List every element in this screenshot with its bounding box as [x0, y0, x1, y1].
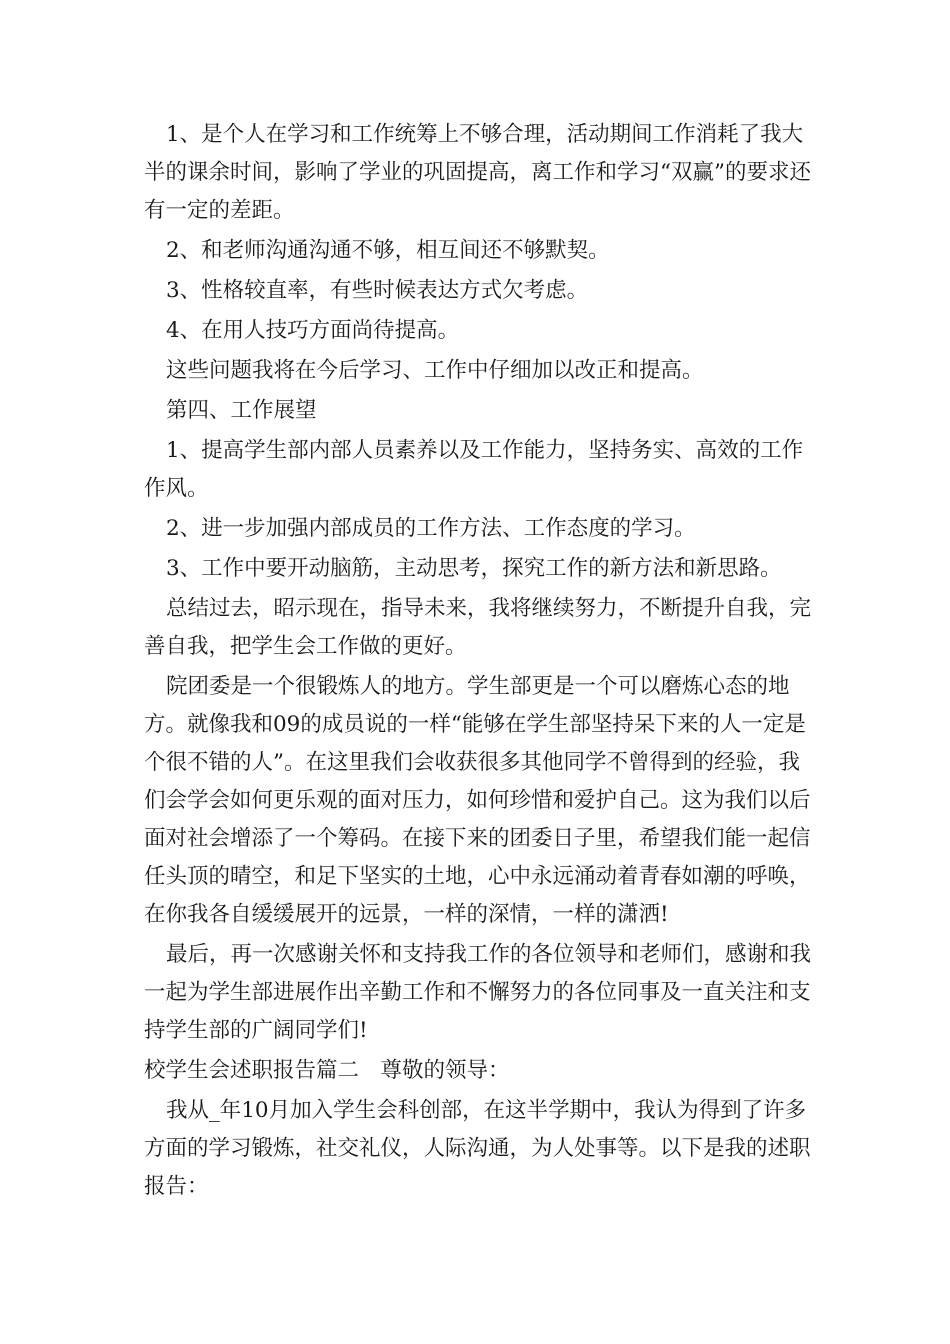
paragraph-reflection: 院团委是一个很锻炼人的地方。学生部更是一个可以磨炼心态的地方。就像我和09的成员说的一样“能够在学生部坚持呆下来的人一定是个很不错的人”。在这里我们会收获很多其他同学不曾得到的经验，我们会学会如何更乐观的面对压力，如何珍惜和爱护自己。这为我们以后面对社会增添了一个筹码。在接下来的团委日子里，希望我们能一起信任头顶的晴空，和足下坚实的土地，心中永远涌动着青春如潮的呼唤，在你我各自缓缓展开的远景，一样的深情，一样的潇洒! [144, 674, 811, 927]
paragraph-outlook-2: 2、进一步加强内部成员的工作方法、工作态度的学习。 [166, 516, 696, 541]
paragraph-outlook-3: 3、工作中要开动脑筋，主动思考，探究工作的新方法和新思路。 [166, 556, 782, 581]
paragraph-outlook-1: 1、提高学生部内部人员素养以及工作能力，坚持务实、高效的工作作风。 [144, 438, 804, 501]
report-two-heading: 校学生会述职报告篇二 尊敬的领导： [144, 1058, 510, 1083]
paragraph-thanks: 最后，再一次感谢关怀和支持我工作的各位领导和老师们，感谢和我一起为学生部进展作出辛勤工作和不懈努力的各位同事及一直关注和支持学生部的广阔同学们! [144, 942, 812, 1043]
paragraph-shortcoming-1: 1、是个人在学习和工作统筹上不够合理，活动期间工作消耗了我大半的课余时间，影响了学业的巩固提高，离工作和学习“双赢”的要求还有一定的差距。 [144, 122, 811, 223]
paragraph-shortcoming-4: 4、在用人技巧方面尚待提高。 [166, 318, 460, 343]
section-heading-outlook: 第四、工作展望 [166, 398, 317, 423]
paragraph-report-two-intro: 我从_年10月加入学生会科创部，在这半学期中，我认为得到了许多方面的学习锻炼，社交礼仪，人际沟通，为人处事等。以下是我的述职报告： [144, 1098, 811, 1199]
document-body [144, 116, 816, 1206]
paragraph-shortcoming-2: 2、和老师沟通沟通不够，相互间还不够默契。 [166, 238, 610, 263]
paragraph-shortcoming-3: 3、性格较直率，有些时候表达方式欠考虑。 [166, 278, 589, 303]
paragraph-summary: 总结过去，昭示现在，指导未来，我将继续努力，不断提升自我，完善自我，把学生会工作做的更好。 [144, 596, 812, 659]
paragraph-improvement-note: 这些问题我将在今后学习、工作中仔细加以改正和提高。 [166, 358, 704, 383]
